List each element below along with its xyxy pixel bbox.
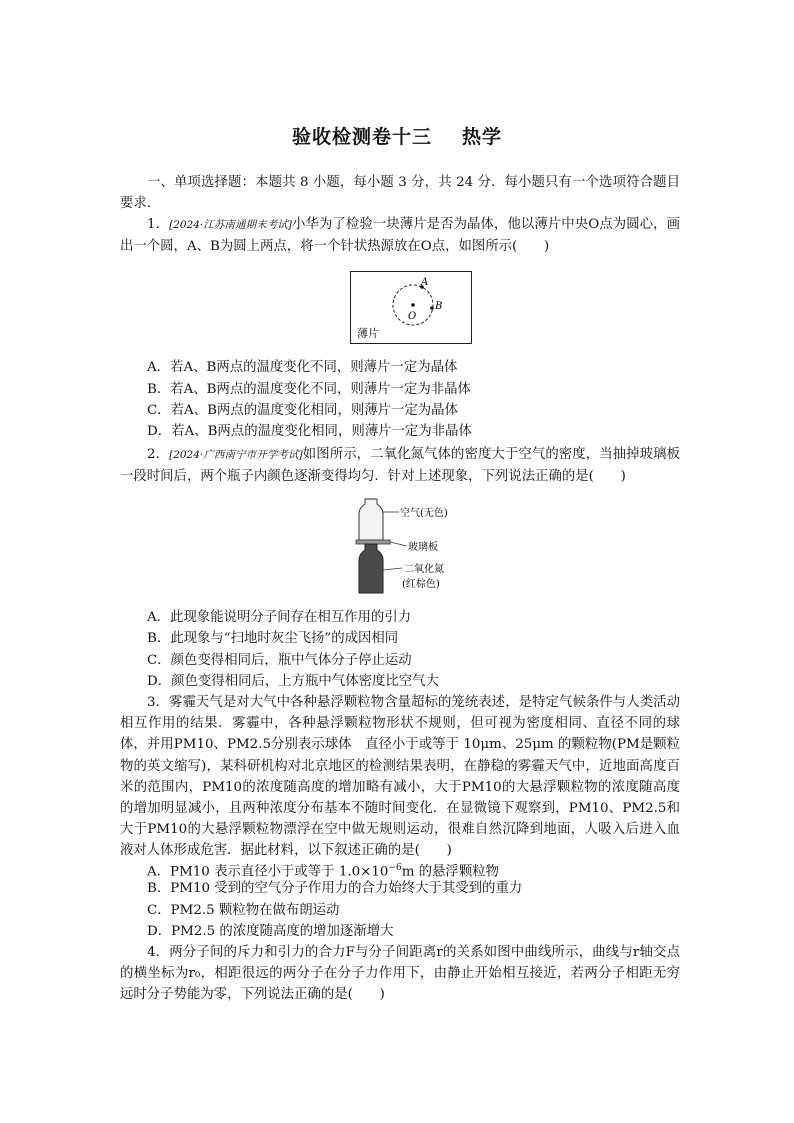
glass-plate bbox=[356, 540, 390, 544]
lower-bottle bbox=[359, 544, 383, 593]
section-heading: 一、单项选择题：本题共 8 小题，每小题 3 分，共 24 分．每小题只有一个选项符合题目要求． bbox=[120, 175, 680, 212]
title-main: 验收检测卷十三 bbox=[291, 126, 432, 148]
label-plate: 薄片 bbox=[357, 327, 379, 340]
page-title bbox=[0, 122, 794, 149]
question-2-option-d: D．颜色变得相同后，上方瓶中气体密度比空气大 bbox=[147, 674, 439, 689]
question-2-source: [2024·广西南宁市开学考试] bbox=[169, 449, 303, 461]
label-b: B bbox=[435, 301, 443, 312]
question-3-option-c: C．PM2.5 颗粒物在做布朗运动 bbox=[147, 903, 340, 918]
question-1-stem: 1．[2024·江苏南通期末考试]小华为了检验一块薄片是否为晶体，他以薄片中央O点为圆心，画出一个圆，A、B为圆上两点，将一个针状热源放在O点，如图所示( ) bbox=[120, 217, 680, 255]
point-o bbox=[411, 303, 415, 307]
question-3-option-b: B．PM10 受到的空气分子作用力的合力始终大于其受到的重力 bbox=[147, 881, 523, 896]
label-a: A bbox=[421, 277, 429, 288]
question-3-stem: 3．雾霾天气是对大气中各种悬浮颗粒物含量超标的笼统表述，是特定气候条件与人类活动相互作用的结果．雾霾中，各种悬浮颗粒物形状不规则，但可视为密度相同、直径不同的球体，并用PM10、PM2.5分别表示球体 直径小于或等于 10μm、25μm 的颗粒物(PM是颗粒物的英文缩写)，某科研机构对北京地区的检测结果表明，在静稳的雾霾天气中，近地面高度百米的范围内，PM10的浓度随高度的增加略有减小，大于PM10的大悬浮颗粒物的浓度随高度的增加明显减小，且两种浓度分布基本不随时间变化．在显微镜下观察到，PM10、PM2.5和大于PM10的大悬浮颗粒物漂浮在空中做无规则运动，很难自然沉降到地面，人吸入后进入血液对人体形成危害．据此材料，以下叙述正确的是( ) bbox=[120, 695, 680, 859]
question-1-option-a: A．若A、B两点的温度变化不同，则薄片一定为晶体 bbox=[147, 360, 458, 375]
question-2-option-a: A．此现象能说明分子间存在相互作用的引力 bbox=[147, 610, 412, 625]
title-topic: 热学 bbox=[462, 126, 503, 148]
point-b bbox=[430, 306, 434, 310]
question-2-stem: 2．[2024·广西南宁市开学考试]如图所示，二氧化氮气体的密度大于空气的密度，当抽掉玻璃板一段时间后，两个瓶子内颜色逐渐变得均匀．针对上述现象，下列说法正确的是( ) bbox=[120, 447, 681, 485]
upper-bottle bbox=[359, 499, 383, 540]
label-gas: 二氧化氮 bbox=[404, 564, 444, 575]
bottle-figure bbox=[352, 497, 467, 599]
question-2-option-c: C．颜色变得相同后，瓶中气体分子停止运动 bbox=[147, 653, 412, 668]
question-1-option-d: D．若A、B两点的温度变化相同，则薄片一定为非晶体 bbox=[147, 424, 472, 439]
label-o: O bbox=[408, 311, 417, 322]
question-4-stem: 4．两分子间的斥力和引力的合力F与分子间距离r的关系如图中曲线所示，曲线与r轴交点的横坐标为r₀，相距很远的两分子在分子力作用下，由静止开始相互接近，若两分子相距无穷远时分子势能为零，下列说法正确的是( ) bbox=[120, 945, 680, 1003]
plate-figure bbox=[350, 271, 472, 344]
question-1-option-b: B．若A、B两点的温度变化不同，则薄片一定为非晶体 bbox=[147, 382, 471, 397]
question-1-option-c: C．若A、B两点的温度变化相同，则薄片一定为晶体 bbox=[147, 403, 458, 418]
question-2-option-b: B．此现象与“扫地时灰尘飞扬”的成因相同 bbox=[147, 631, 399, 646]
label-gas-color: (红棕色) bbox=[402, 579, 440, 590]
question-3-option-d: D．PM2.5 的浓度随高度的增加逐渐增大 bbox=[147, 924, 394, 939]
label-glass: 玻璃板 bbox=[408, 542, 438, 553]
question-3-option-a: A．PM10 表示直径小于或等于 $1.0\times 10^{-6}m$ 的悬浮颗粒物 bbox=[147, 863, 499, 880]
label-air: 空气(无色) bbox=[400, 508, 448, 519]
question-1-source: [2024·江苏南通期末考试] bbox=[169, 219, 292, 231]
